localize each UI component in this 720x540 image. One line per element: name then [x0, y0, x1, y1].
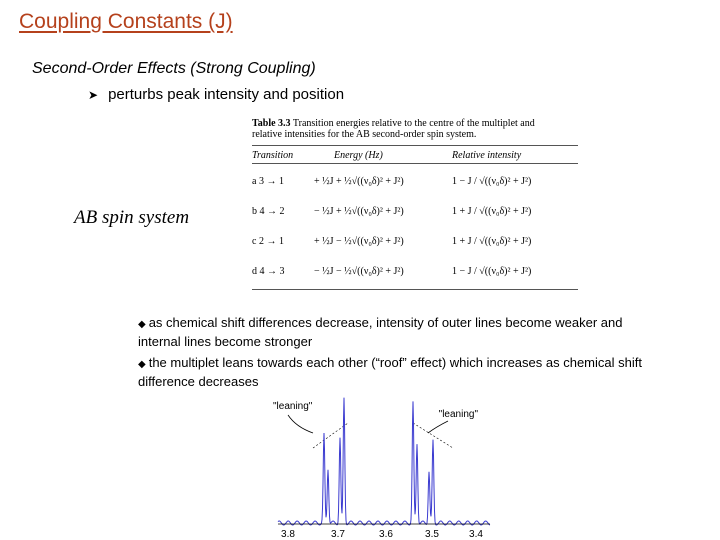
leaning-label-right: "leaning" [438, 409, 478, 420]
table-rule [252, 145, 578, 146]
tick-label: 3.7 [331, 529, 345, 540]
leaning-arrow-right [428, 421, 448, 433]
table-caption-bold: Table 3.3 [252, 118, 291, 129]
leaning-label-left: "leaning" [273, 401, 313, 412]
tick-label: 3.8 [281, 529, 295, 540]
row-transition: a 3 → 1 [252, 176, 284, 187]
note-outer-lines [138, 314, 658, 350]
table-caption-line1: Transition energies relative to the centre of the multiplet and [292, 118, 535, 129]
table-row [252, 198, 578, 228]
note-text: as chemical shift differences decrease, intensity of outer lines become weaker and internal lines become stronger [138, 315, 623, 349]
table-header-intensity: Relative intensity [452, 150, 522, 161]
tick-label: 3.4 [469, 529, 483, 540]
note-roof-effect [138, 354, 658, 390]
diamond-bullet-icon: ◆ [138, 359, 146, 370]
row-energy: − ½J + ½√((ν₀δ)² + J²) [314, 206, 404, 217]
table-rule [252, 163, 578, 164]
table-row [252, 258, 578, 288]
row-transition: d 4 → 3 [252, 266, 285, 277]
table-row [252, 228, 578, 258]
transition-energy-table [252, 118, 578, 290]
row-transition: b 4 → 2 [252, 206, 285, 217]
leaning-arrow-left [288, 415, 313, 433]
table-caption [252, 118, 578, 140]
tick-labels [281, 529, 483, 540]
row-intensity: 1 − J / √((ν₀δ)² + J²) [452, 266, 532, 277]
ab-spin-system-label: AB spin system [74, 207, 190, 228]
row-intensity: 1 + J / √((ν₀δ)² + J²) [452, 206, 532, 217]
row-intensity: 1 + J / √((ν₀δ)² + J²) [452, 236, 532, 247]
table-header-transition: Transition [252, 150, 294, 161]
row-transition: c 2 → 1 [252, 236, 284, 247]
bullet-point [88, 86, 344, 103]
tick-label: 3.6 [379, 529, 393, 540]
tick-label: 3.5 [425, 529, 439, 540]
row-energy: + ½J + ½√((ν₀δ)² + J²) [314, 176, 404, 187]
bullet-text: perturbs peak intensity and position [108, 86, 345, 103]
nmr-spectrum-figure [268, 393, 494, 540]
table-rule [252, 289, 578, 290]
table-header-energy: Energy (Hz) [334, 150, 383, 161]
row-intensity: 1 − J / √((ν₀δ)² + J²) [452, 176, 532, 187]
table-row [252, 168, 578, 198]
diamond-bullet-icon: ◆ [138, 319, 146, 330]
note-text: the multiplet leans towards each other (“roof” effect) which increases as chemical shift difference decreases [138, 355, 642, 389]
row-energy: − ½J − ½√((ν₀δ)² + J²) [314, 266, 404, 277]
table-caption-line2: relative intensities for the AB second-order spin system. [252, 129, 477, 140]
slide-title: Coupling Constants (J) [19, 10, 233, 33]
slide-subtitle: Second-Order Effects (Strong Coupling) [32, 60, 316, 77]
arrow-bullet-icon: ➤ [88, 87, 99, 102]
row-energy: + ½J − ½√((ν₀δ)² + J²) [314, 236, 404, 247]
